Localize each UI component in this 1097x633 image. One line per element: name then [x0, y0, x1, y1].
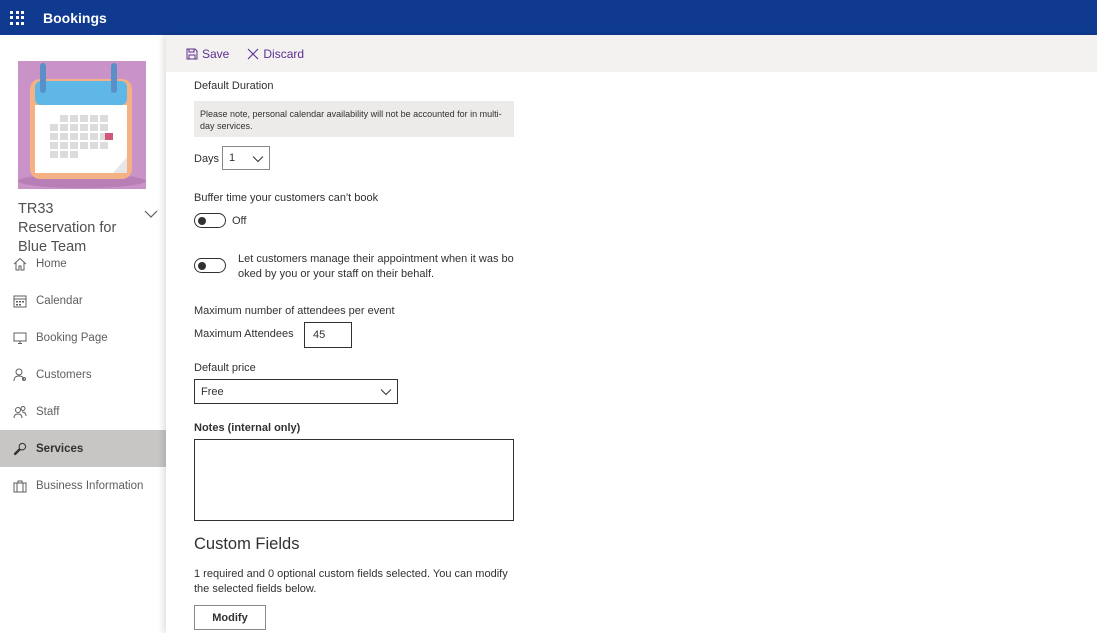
days-value: 1 [229, 152, 236, 164]
default-duration-label: Default Duration [194, 80, 274, 92]
max-attendees-heading: Maximum number of attendees per event [194, 305, 395, 317]
sidebar-item-home[interactable] [0, 245, 166, 282]
chevron-down-icon [144, 210, 158, 218]
toggle-knob [198, 262, 206, 270]
sidebar-item-customers[interactable] [0, 356, 166, 393]
sidebar-item-calendar[interactable] [0, 282, 166, 319]
buffer-time-label: Buffer time your customers can't book [194, 192, 379, 204]
app-launcher-button[interactable] [0, 0, 34, 35]
sidebar [0, 35, 166, 633]
briefcase-icon [12, 478, 28, 494]
sidebar-item-services[interactable] [0, 430, 166, 467]
duration-note: Please note, personal calendar availability will not be accounted for in multi-day services. [194, 101, 514, 137]
sidebar-item-label: Services [36, 442, 84, 455]
wrench-icon [12, 441, 28, 457]
buffer-toggle-state: Off [232, 215, 247, 227]
discard-button[interactable] [247, 47, 304, 61]
business-name: TR33 Reservation for Blue Team [18, 201, 117, 255]
close-icon [247, 48, 259, 60]
app-title[interactable]: Bookings [43, 9, 107, 26]
max-attendees-input[interactable]: 45 [304, 322, 352, 348]
sidebar-item-label: Customers [36, 368, 92, 381]
default-price-dropdown[interactable] [194, 379, 398, 404]
customer-manage-label: Let customers manage their appointment when it was booked by you or your staff on their behalf. [238, 253, 514, 280]
sidebar-item-staff[interactable] [0, 393, 166, 430]
buffer-time-toggle[interactable] [194, 213, 226, 228]
command-bar [166, 35, 1097, 72]
calendar-icon [12, 293, 28, 309]
sidebar-nav [0, 245, 166, 504]
save-label: Save [202, 46, 230, 61]
days-label: Days [194, 153, 220, 165]
sidebar-item-label: Booking Page [36, 331, 108, 344]
calendar-logo [18, 61, 146, 189]
custom-fields-heading: Custom Fields [194, 535, 300, 553]
days-dropdown[interactable] [222, 146, 270, 170]
save-button[interactable] [186, 47, 229, 61]
monitor-icon [12, 330, 28, 346]
toggle-knob [198, 217, 206, 225]
waffle-icon [10, 11, 24, 25]
notes-textarea[interactable] [194, 439, 514, 521]
chevron-down-icon [251, 152, 265, 166]
sidebar-item-business-information[interactable] [0, 467, 166, 504]
save-icon [186, 48, 198, 60]
customer-manage-toggle[interactable] [194, 258, 226, 273]
default-price-label: Default price [194, 362, 256, 374]
home-icon [12, 256, 28, 272]
chevron-down-icon [379, 385, 393, 399]
custom-fields-description: 1 required and 0 optional custom fields selected. You can modify the selected fields below. [194, 568, 508, 595]
top-bar [0, 0, 1097, 35]
modify-button[interactable]: Modify [194, 605, 266, 630]
person-icon [12, 367, 28, 383]
default-price-value: Free [201, 386, 224, 398]
notes-label: Notes (internal only) [194, 422, 301, 434]
max-attendees-label: Maximum Attendees [194, 328, 294, 340]
discard-label: Discard [263, 46, 305, 61]
sidebar-item-label: Business Information [36, 479, 144, 492]
sidebar-item-label: Calendar [36, 294, 83, 307]
sidebar-item-label: Staff [36, 405, 60, 418]
service-details-panel [166, 35, 1097, 633]
sidebar-item-label: Home [36, 257, 67, 270]
people-icon [12, 404, 28, 420]
sidebar-item-booking-page[interactable] [0, 319, 166, 356]
